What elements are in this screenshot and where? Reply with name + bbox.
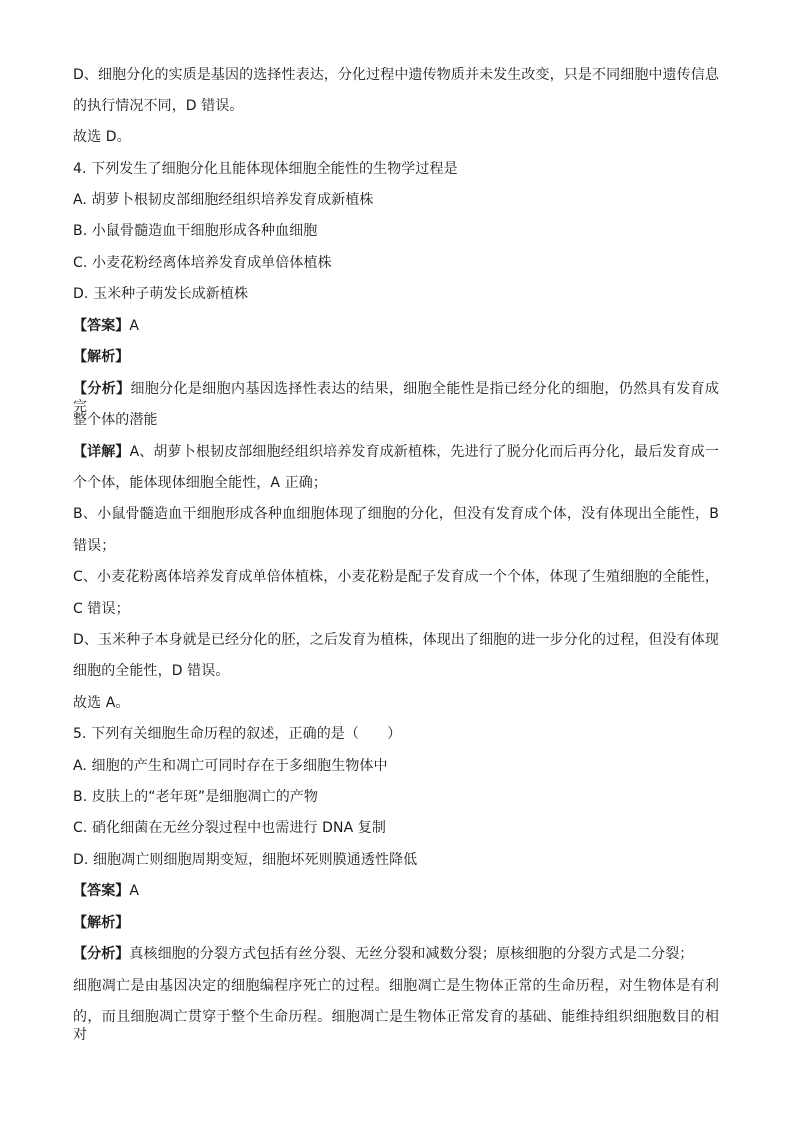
q4-c-explanation-line1: C、小麦花粉离体培养发育成单倍体植株，小麦花粉是配子发育成一个个体，体现了生殖细胞的全能性，: [73, 569, 719, 585]
q5-fenxi-text: 真核细胞的分裂方式包括有丝分裂、无丝分裂和减数分裂；原核细胞的分裂方式是二分裂；: [129, 946, 694, 962]
q4-fenxi-text: 细胞分化是细胞内基因选择性表达的结果，细胞全能性是指已经分化的细胞，仍然具有发育成完: [73, 381, 719, 415]
q4-option-d: D. 玉米种子萌发长成新植株: [73, 286, 249, 302]
q5-fenxi-line2: 细胞凋亡是由基因决定的细胞编程序死亡的过程。细胞凋亡是生物体正常的生命历程，对生物体是有利: [73, 978, 719, 994]
q5-fenxi-line3: 的，而且细胞凋亡贯穿于整个生命历程。细胞凋亡是生物体正常发育的基础、能维持组织细胞数目的相对: [73, 1009, 719, 1043]
q4-fenxi-line2: 整个体的潜能: [73, 412, 158, 428]
q4-stem: 4. 下列发生了细胞分化且能体现体细胞全能性的生物学过程是: [73, 161, 458, 177]
q4-c-explanation-line2: C 错误；: [73, 601, 130, 617]
q4-answer-tag: 【答案】: [73, 318, 130, 334]
q5-answer-value: A: [129, 883, 140, 899]
q4-analysis-tag: [73, 348, 129, 366]
q4-xiangjie-tag: 【详解】: [73, 444, 130, 460]
q4-option-a: A. 胡萝卜根韧皮部细胞经组织培养发育成新植株: [73, 192, 374, 208]
q4-answer-value: A: [129, 318, 140, 334]
q5-answer: [73, 882, 139, 900]
q3-conclusion: 故选 D。: [73, 129, 131, 145]
q4-fenxi-tag: 【分析】: [73, 381, 131, 397]
q4-option-b: B. 小鼠骨髓造血干细胞形成各种血细胞: [73, 223, 318, 239]
q4-fenxi-line1: [73, 380, 719, 416]
q5-option-c: C. 硝化细菌在无丝分裂过程中也需进行 DNA 复制: [73, 820, 387, 836]
q4-b-explanation-line1: B、小鼠骨髓造血干细胞形成各种血细胞体现了细胞的分化，但没有发育成个体，没有体现出全能性，B: [73, 506, 719, 522]
q4-option-c: C. 小麦花粉经离体培养发育成单倍体植株: [73, 255, 332, 271]
q4-xiangjie-line1: [73, 443, 719, 461]
q5-analysis-label: 【解析】: [73, 915, 130, 931]
q4-conclusion: 故选 A。: [73, 695, 130, 711]
q3-option-d-explanation-line2: 的执行情况不同，D 错误。: [73, 98, 244, 114]
q4-b-explanation-line2: 错误；: [73, 538, 116, 554]
q4-d-explanation-line2: 细胞的全能性，D 错误。: [73, 663, 230, 679]
q3-option-d-explanation-line1: D、细胞分化的实质是基因的选择性表达，分化过程中遗传物质并未发生改变，只是不同细胞中遗传信息: [73, 67, 719, 83]
q5-fenxi-tag: 【分析】: [73, 946, 130, 962]
q5-option-b: B. 皮肤上的“老年斑”是细胞凋亡的产物: [73, 789, 319, 805]
q4-answer: [73, 317, 139, 335]
q5-stem: 5. 下列有关细胞生命历程的叙述，正确的是（ ）: [73, 726, 402, 742]
q4-d-explanation-line1: D、玉米种子本身就是已经分化的胚，之后发育为植株，体现出了细胞的进一步分化的过程，但没有体现: [73, 632, 719, 648]
q5-option-a: A. 细胞的产生和凋亡可同时存在于多细胞生物体中: [73, 758, 388, 774]
q5-fenxi-line1: [73, 945, 693, 963]
q4-xiangjie-line2: 个个体，能体现体细胞全能性，A 正确；: [73, 475, 327, 491]
q5-answer-tag: 【答案】: [73, 883, 130, 899]
q4-analysis-label: 【解析】: [73, 349, 130, 365]
q4-xiangjie-text: A、胡萝卜根韧皮部细胞经组织培养发育成新植株，先进行了脱分化而后再分化，最后发育成一: [129, 444, 719, 460]
q5-analysis-tag: [73, 914, 129, 932]
q5-option-d: D. 细胞凋亡则细胞周期变短，细胞坏死则膜通透性降低: [73, 852, 418, 868]
